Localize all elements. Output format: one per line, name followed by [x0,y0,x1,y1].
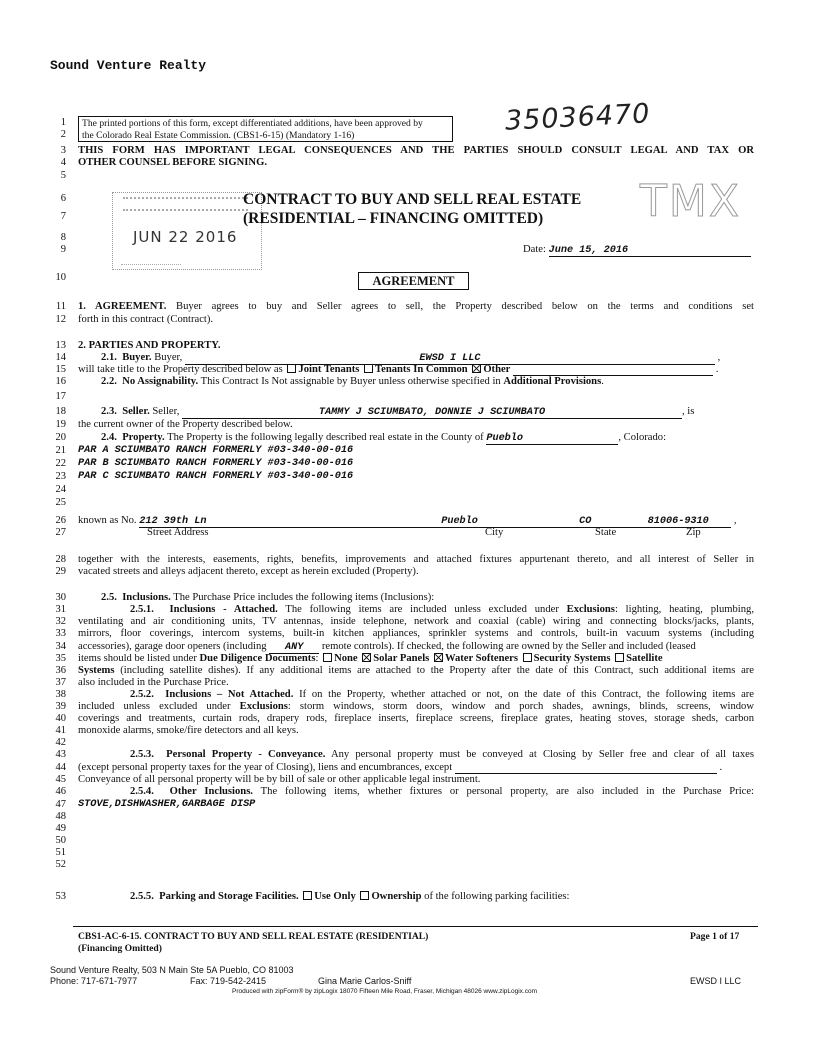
line-number: 4 [60,157,66,168]
solar-panels-checkbox[interactable] [362,653,371,662]
state-label: State [595,527,617,538]
line-number: 35 [55,653,66,664]
line-number: 14 [55,352,66,363]
line-number: 52 [55,859,66,870]
line-number: 3 [60,145,66,156]
legal-description-1: PAR A SCIUMBATO RANCH FORMERLY #03-340-00-016 [78,445,354,456]
agreement-heading: AGREEMENT [358,272,469,290]
line-number: 38 [55,689,66,700]
line-number: 49 [55,823,66,834]
line-number: 28 [55,554,66,565]
legal-warning-line-2: OTHER COUNSEL BEFORE SIGNING. [78,157,267,168]
line-number: 50 [55,835,66,846]
legal-description-3: PAR C SCIUMBATO RANCH FORMERLY #03-340-00-016 [78,471,354,482]
footer-form-id: CBS1-AC-6-15. CONTRACT TO BUY AND SELL REAL ESTATE (RESIDENTIAL) (Financing Omitted) [78,931,429,954]
inclusions-line-32: ventilating and air conditioning units, TV antennas, inside telephone, network and coaxial (cable) wiring and connecting blocks/jacks, plants, [78,616,754,627]
line-number: 29 [55,566,66,577]
line-number: 30 [55,592,66,603]
section-2-5-5-line: 2.5.5. Parking and Storage Facilities. Use Only Ownership of the following parking facilities: [130,891,570,902]
line-number: 2 [60,129,66,140]
line-number: 23 [55,471,66,482]
notice-line-1: The printed portions of this form, except differentiated additions, have been approved by [82,118,423,129]
section-2-5-4-line: 2.5.4. Other Inclusions. The following items, whether fixtures or personal property, are also included in the Purchase Price: [130,786,754,797]
city-label: City [485,527,504,538]
line-number: 15 [55,364,66,375]
satellite-checkbox[interactable] [615,653,624,662]
security-systems-checkbox[interactable] [523,653,532,662]
line-number: 22 [55,458,66,469]
section-2-title: 2. PARTIES AND PROPERTY. [78,340,221,351]
notice-line-2: the Colorado Real Estate Commission. (CBS1-6-15) (Mandatory 1-16) [82,129,355,141]
inclusions-line-43: (except personal property taxes for the year of Closing), liens and encumbrances, except . [78,762,723,773]
line-number: 32 [55,616,66,627]
line-number: 16 [55,376,66,387]
line-number: 48 [55,811,66,822]
footer-phone: Phone: 717-671-7977 [50,976,138,986]
inclusions-line-44: Conveyance of all personal property will be by bill of sale or other applicable legal instrument. [78,774,481,785]
section-1-line-2: forth in this contract (Contract). [78,314,214,325]
line-number: 46 [55,786,66,797]
footer-client: EWSD I LLC [690,976,742,986]
line-number: 39 [55,701,66,712]
property-address-row: known as No. 212 39th Ln Pueblo CO 81006-9310 , [78,515,737,527]
inclusions-line-37: also included in the Purchase Price. [78,677,229,688]
line-number: 18 [55,406,66,417]
section-2-4-property: 2.4. Property. The Property is the following legally described real estate in the County of Pueblo , Colorado: [101,432,667,444]
section-2-1-buyer: 2.1. Buyer. Buyer, EWSD I LLC , [101,352,721,364]
title-line-2: (RESIDENTIAL – FINANCING OMITTED) [243,210,544,227]
line-number: 10 [55,272,66,283]
line-number: 41 [55,725,66,736]
tmx-logo: TMX [640,176,741,227]
city-field[interactable]: Pueblo [421,516,545,528]
contract-title [243,190,581,228]
section-2-2-assignability: 2.2. No Assignability. This Contract Is Not assignable by Buyer unless otherwise specified in Additional Provisions. [101,376,604,387]
line-number: 19 [55,419,66,430]
line-number: 13 [55,340,66,351]
handwritten-number: 35036470 [504,98,652,137]
section-2-5-inclusions: 2.5. Inclusions. The Purchase Price includes the following items (Inclusions): [101,592,435,603]
section-2-5-2-line: 2.5.2. Inclusions – Not Attached. If on the Property, whether attached or not, on the date of this Contract, the following items are [130,689,755,700]
line-number: 51 [55,847,66,858]
line-number: 8 [60,232,66,243]
date-label: Date: [523,244,546,255]
title-line-1: CONTRACT TO BUY AND SELL REAL ESTATE [243,191,582,208]
date-field [523,244,751,257]
none-checkbox[interactable] [323,653,332,662]
section-2-3-line-2: the current owner of the Property described below. [78,419,293,430]
water-softeners-checkbox[interactable] [434,653,443,662]
county-field[interactable]: Pueblo [486,433,618,445]
line-number: 40 [55,713,66,724]
line-number: 34 [55,641,66,652]
together-line-2: vacated streets and alleys adjacent thereto, except as herein excluded (Property). [78,566,419,577]
inclusions-line-41: monoxide alarms, smoke/fire detectors and all keys. [78,725,299,736]
remote-controls-field[interactable]: ANY [269,642,319,654]
section-2-5-1-line: 2.5.1. Inclusions - Attached. The following items are included unless excluded under Exclusions: lighting, heating, plumbing, [130,604,754,615]
ownership-checkbox[interactable] [360,891,369,900]
inclusions-line-35: items should be listed under Due Diligence Documents: None Solar Panels Water Softeners Security Systems Satellite [78,653,663,664]
footer-rule [73,926,758,927]
inclusions-line-39: included unless excluded under Exclusions: storm windows, storm doors, window and porch shades, awnings, blinds, screens, window [78,701,754,712]
line-number: 20 [55,432,66,443]
line-number: 9 [60,244,66,255]
footer-agent: Gina Marie Carlos-Sniff [318,976,412,986]
other-checkbox[interactable] [472,364,481,373]
line-number: 7 [60,211,66,222]
received-stamp [112,192,262,270]
page-number: Page 1 of 17 [690,931,740,942]
line-number: 25 [55,497,66,508]
together-line-1: together with the interests, easements, rights, benefits, improvements and attached fixtures appurtenant thereto, and all interest of Seller in [78,554,754,565]
line-number: 37 [55,677,66,688]
inclusions-line-40: coverings and treatments, curtain rods, drapery rods, fireplace inserts, fireplace screens, fireplace grates, heating stoves, storage sheds, carbon [78,713,754,724]
line-number: 47 [55,799,66,810]
line-number: 43 [55,749,66,760]
inclusions-line-33: mirrors, floor coverings, intercom systems, built-in kitchen appliances, sprinkler systems and controls, built-in vacuum systems (including [78,628,754,639]
seller-name-field[interactable]: TAMMY J SCIUMBATO, DONNIE J SCIUMBATO [182,407,682,419]
joint-tenants-checkbox[interactable] [287,364,296,373]
legal-description-2: PAR B SCIUMBATO RANCH FORMERLY #03-340-00-016 [78,458,354,469]
line-number: 26 [55,515,66,526]
footer-produced-by: Produced with zipForm® by zipLogix 18070 Fifteen Mile Road, Fraser, Michigan 48026 www.zipLogix.com [232,988,538,995]
line-number: 36 [55,665,66,676]
date-value[interactable]: June 15, 2016 [549,245,751,257]
section-2-1-title-options: will take title to the Property described below as Joint Tenants Tenants In Common Other . [78,364,719,375]
inclusions-line-36: Systems (including satellite dishes). If any additional items are attached to the Property after the date of this Contract, such additional items are [78,665,755,676]
line-number: 27 [55,527,66,538]
line-number: 45 [55,774,66,785]
section-1-line-1: 1. AGREEMENT. Buyer agrees to buy and Seller agrees to sell, the Property described below on the terms and conditions set [78,301,754,312]
line-number: 53 [55,891,66,902]
line-number: 1 [60,117,66,128]
line-number: 33 [55,628,66,639]
footer-office: Sound Venture Realty, 503 N Main Ste 5A Pueblo, CO 81003 [50,965,294,975]
line-number: 42 [55,737,66,748]
line-number: 31 [55,604,66,615]
line-number: 21 [55,445,66,456]
street-address-field[interactable]: 212 39th Ln [139,516,421,528]
tenants-in-common-checkbox[interactable] [364,364,373,373]
footer-fax: Fax: 719-542-2415 [190,976,267,986]
zip-label: Zip [686,527,701,538]
buyer-name-field[interactable]: EWSD I LLC [185,353,715,365]
company-name: Sound Venture Realty [50,58,207,73]
other-inclusions-items[interactable]: STOVE,DISHWASHER,GARBAGE DISP [78,799,256,810]
section-2-3-seller: 2.3. Seller. Seller, TAMMY J SCIUMBATO, DONNIE J SCIUMBATO , is [101,406,695,418]
inclusions-line-34: accessories), garage door openers (including ANY remote controls). If checked, the following are owned by the Seller and included (leased [78,641,696,653]
zip-field[interactable]: 81006-9310 [625,516,731,528]
line-number: 5 [60,170,66,181]
section-2-5-3-line: 2.5.3. Personal Property - Conveyance. Any personal property must be conveyed at Closing by Seller free and clear of all taxes [130,749,754,760]
street-address-label: Street Address [147,527,209,538]
line-number: 24 [55,484,66,495]
state-field[interactable]: CO [545,516,625,528]
stamp-date: JUN 22 2016 [133,228,238,246]
line-number: 44 [55,762,66,773]
use-only-checkbox[interactable] [303,891,312,900]
line-number: 12 [55,314,66,325]
line-number: 11 [55,301,66,312]
line-number: 6 [60,193,66,204]
legal-warning-line-1: THIS FORM HAS IMPORTANT LEGAL CONSEQUENCES AND THE PARTIES SHOULD CONSULT LEGAL AND TAX OR [78,145,754,156]
encumbrances-exception-field[interactable] [455,762,717,774]
commission-notice-box [78,116,453,142]
line-number: 17 [55,391,66,402]
